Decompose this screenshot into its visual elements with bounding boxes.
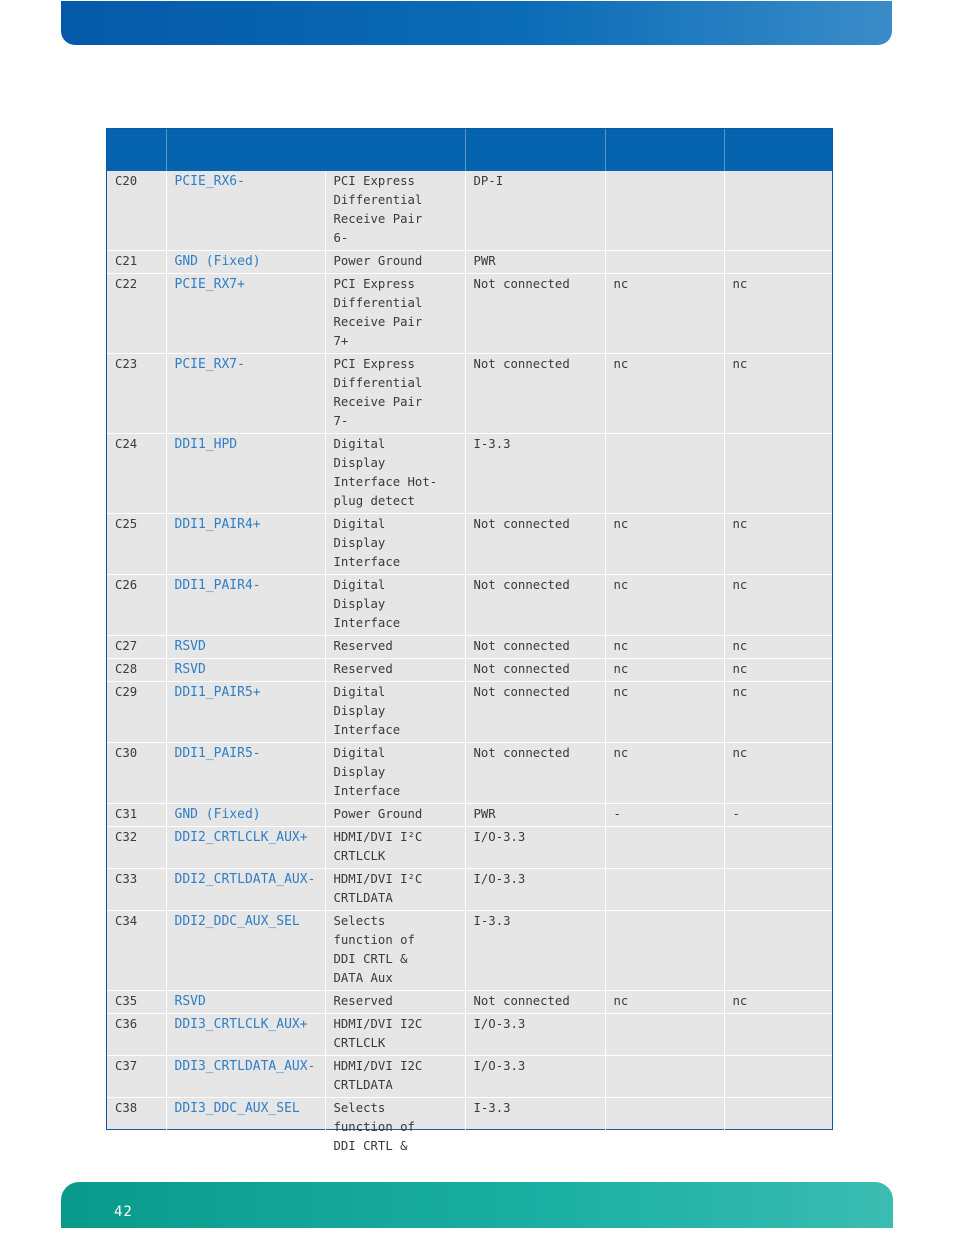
description-cell: Power Ground	[325, 804, 465, 827]
description-cell: Reserved	[325, 636, 465, 659]
column6-cell: nc	[724, 575, 832, 636]
signal-cell: DDI3_DDC_AUX_SEL	[166, 1098, 325, 1159]
description-cell: HDMI/DVI I²C CRTLDATA	[325, 869, 465, 911]
table-row	[107, 1014, 832, 1056]
signal-cell: DDI3_CRTLCLK_AUX+	[166, 1014, 325, 1056]
table-row	[107, 434, 832, 514]
column6-cell: nc	[724, 682, 832, 743]
table-row	[107, 1056, 832, 1098]
pin-cell: C22	[107, 274, 166, 354]
description-cell: Digital Display Interface	[325, 682, 465, 743]
column5-cell	[605, 869, 724, 911]
table-row	[107, 659, 832, 682]
column5-cell	[605, 827, 724, 869]
signal-cell: PCIE_RX6-	[166, 171, 325, 251]
column6-cell: nc	[724, 514, 832, 575]
pin-cell: C30	[107, 743, 166, 804]
type-cell: Not connected	[465, 274, 605, 354]
description-cell: Reserved	[325, 659, 465, 682]
column6-cell: nc	[724, 354, 832, 434]
signal-cell: DDI1_PAIR5-	[166, 743, 325, 804]
table-row	[107, 911, 832, 991]
signal-cell: DDI3_CRTLDATA_AUX-	[166, 1056, 325, 1098]
column5-cell	[605, 171, 724, 251]
signal-cell: DDI2_CRTLCLK_AUX+	[166, 827, 325, 869]
signal-cell: DDI1_PAIR4+	[166, 514, 325, 575]
table-header-row	[107, 129, 832, 171]
table-row	[107, 251, 832, 274]
type-cell: I/O-3.3	[465, 1056, 605, 1098]
type-cell: Not connected	[465, 354, 605, 434]
signal-cell: RSVD	[166, 636, 325, 659]
description-cell: Selects function of DDI CRTL & DATA Aux	[325, 911, 465, 991]
header-cell	[724, 129, 832, 171]
signal-cell: PCIE_RX7-	[166, 354, 325, 434]
column5-cell	[605, 1098, 724, 1159]
column5-cell	[605, 1014, 724, 1056]
pin-cell: C20	[107, 171, 166, 251]
signal-cell: DDI1_PAIR4-	[166, 575, 325, 636]
type-cell: I/O-3.3	[465, 1014, 605, 1056]
pin-cell: C35	[107, 991, 166, 1014]
pin-cell: C26	[107, 575, 166, 636]
table-row	[107, 274, 832, 354]
pin-cell: C28	[107, 659, 166, 682]
column5-cell: nc	[605, 991, 724, 1014]
signal-cell: DDI1_PAIR5+	[166, 682, 325, 743]
table-row	[107, 354, 832, 434]
column5-cell: nc	[605, 514, 724, 575]
pin-cell: C37	[107, 1056, 166, 1098]
pin-cell: C27	[107, 636, 166, 659]
type-cell: I/O-3.3	[465, 869, 605, 911]
table-row	[107, 682, 832, 743]
pin-cell: C33	[107, 869, 166, 911]
description-cell: PCI Express Differential Receive Pair 7+	[325, 274, 465, 354]
description-cell: PCI Express Differential Receive Pair 7-	[325, 354, 465, 434]
description-cell: HDMI/DVI I2C CRTLDATA	[325, 1056, 465, 1098]
table-row	[107, 1098, 832, 1159]
type-cell: DP-I	[465, 171, 605, 251]
table-row	[107, 743, 832, 804]
column6-cell	[724, 911, 832, 991]
top-banner	[61, 1, 892, 45]
description-cell: Reserved	[325, 991, 465, 1014]
column5-cell	[605, 911, 724, 991]
pin-cell: C34	[107, 911, 166, 991]
description-cell: HDMI/DVI I²C CRTLCLK	[325, 827, 465, 869]
column6-cell	[724, 1056, 832, 1098]
pin-cell: C36	[107, 1014, 166, 1056]
signal-cell: DDI2_CRTLDATA_AUX-	[166, 869, 325, 911]
pin-cell: C38	[107, 1098, 166, 1159]
pin-cell: C32	[107, 827, 166, 869]
type-cell: Not connected	[465, 575, 605, 636]
column5-cell: nc	[605, 743, 724, 804]
pin-cell: C24	[107, 434, 166, 514]
header-cell	[107, 129, 166, 171]
pin-cell: C29	[107, 682, 166, 743]
description-cell: HDMI/DVI I2C CRTLCLK	[325, 1014, 465, 1056]
table-row	[107, 171, 832, 251]
table-row	[107, 575, 832, 636]
type-cell: Not connected	[465, 682, 605, 743]
type-cell: PWR	[465, 804, 605, 827]
column5-cell	[605, 1056, 724, 1098]
type-cell: Not connected	[465, 636, 605, 659]
signal-cell: GND (Fixed)	[166, 804, 325, 827]
pin-cell: C25	[107, 514, 166, 575]
pin-cell: C23	[107, 354, 166, 434]
column6-cell	[724, 171, 832, 251]
header-cell	[605, 129, 724, 171]
description-cell: Selects function of DDI CRTL &	[325, 1098, 465, 1159]
type-cell: Not connected	[465, 743, 605, 804]
column6-cell: nc	[724, 743, 832, 804]
signal-cell: GND (Fixed)	[166, 251, 325, 274]
type-cell: Not connected	[465, 659, 605, 682]
signal-cell: DDI2_DDC_AUX_SEL	[166, 911, 325, 991]
column6-cell	[724, 434, 832, 514]
type-cell: I-3.3	[465, 911, 605, 991]
column6-cell	[724, 1014, 832, 1056]
column6-cell	[724, 251, 832, 274]
description-cell: Digital Display Interface	[325, 514, 465, 575]
description-cell: Digital Display Interface	[325, 743, 465, 804]
column6-cell	[724, 1098, 832, 1159]
type-cell: Not connected	[465, 514, 605, 575]
table-row	[107, 804, 832, 827]
column5-cell	[605, 434, 724, 514]
column5-cell: nc	[605, 575, 724, 636]
type-cell: I-3.3	[465, 434, 605, 514]
type-cell: Not connected	[465, 991, 605, 1014]
description-cell: Digital Display Interface Hot- plug detect	[325, 434, 465, 514]
signal-cell: RSVD	[166, 991, 325, 1014]
signal-cell: DDI1_HPD	[166, 434, 325, 514]
column5-cell: nc	[605, 354, 724, 434]
pin-cell: C31	[107, 804, 166, 827]
table-row	[107, 991, 832, 1014]
description-cell: Digital Display Interface	[325, 575, 465, 636]
column6-cell	[724, 869, 832, 911]
type-cell: I/O-3.3	[465, 827, 605, 869]
table-row	[107, 827, 832, 869]
column6-cell: nc	[724, 274, 832, 354]
pin-cell: C21	[107, 251, 166, 274]
column5-cell: nc	[605, 274, 724, 354]
signal-cell: RSVD	[166, 659, 325, 682]
type-cell: I-3.3	[465, 1098, 605, 1159]
page-number: 42	[114, 1204, 133, 1220]
table-row	[107, 869, 832, 911]
type-cell: PWR	[465, 251, 605, 274]
column6-cell	[724, 827, 832, 869]
signal-cell: PCIE_RX7+	[166, 274, 325, 354]
column5-cell: nc	[605, 636, 724, 659]
column5-cell: nc	[605, 682, 724, 743]
column6-cell: -	[724, 804, 832, 827]
description-cell: Power Ground	[325, 251, 465, 274]
column5-cell: -	[605, 804, 724, 827]
column6-cell: nc	[724, 991, 832, 1014]
table-row	[107, 636, 832, 659]
header-cell	[465, 129, 605, 171]
header-cell	[166, 129, 465, 171]
column5-cell	[605, 251, 724, 274]
pinout-table	[106, 128, 833, 1153]
column5-cell: nc	[605, 659, 724, 682]
column6-cell: nc	[724, 659, 832, 682]
table-row	[107, 514, 832, 575]
column6-cell: nc	[724, 636, 832, 659]
bottom-banner	[61, 1182, 893, 1228]
description-cell: PCI Express Differential Receive Pair 6-	[325, 171, 465, 251]
